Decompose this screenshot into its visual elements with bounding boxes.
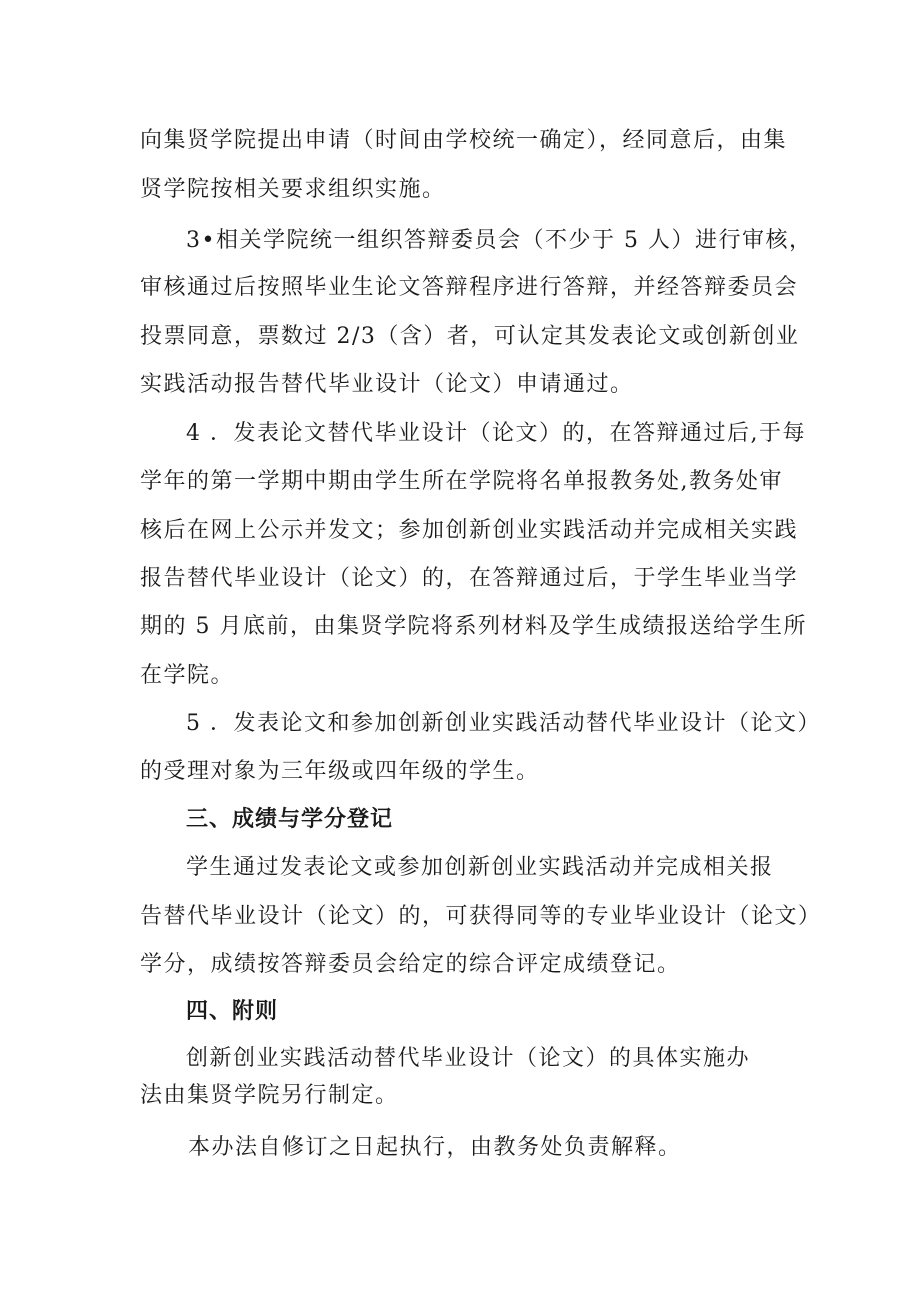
- paragraph-3-line-2: 审核通过后按照毕业生论文答辩程序进行答辩，并经答辩委员会: [140, 275, 799, 300]
- paragraph-5-line-1: 5 ．发表论文和参加创新创业实践活动替代毕业设计（论文）: [186, 711, 821, 736]
- paragraph-4-line-4: 报告替代毕业设计（论文）的，在答辩通过后，于学生毕业当学: [140, 566, 799, 591]
- section-3-line-1: 学生通过发表论文或参加创新创业实践活动并完成相关报: [186, 855, 774, 880]
- paragraph-4-line-6: 在学院。: [140, 663, 235, 688]
- paragraph-5-line-2: 的受理对象为三年级或四年级的学生。: [140, 759, 540, 784]
- closing-statement: 本办法自修订之日起执行，由教务处负责解释。: [188, 1135, 682, 1160]
- section-3-line-2: 告替代毕业设计（论文）的，可获得同等的专业毕业设计（论文）: [140, 904, 822, 929]
- section-3-heading: 三、成绩与学分登记: [186, 807, 394, 832]
- section-4-line-1: 创新创业实践活动替代毕业设计（论文）的具体实施办: [186, 1046, 751, 1071]
- section-4-heading: 四、附则: [186, 999, 279, 1024]
- paragraph-3-line-1: 3•相关学院统一组织答辩委员会（不少于 5 人）进行审核，: [186, 228, 813, 253]
- section-4-line-2: 法由集贤学院另行制定。: [140, 1083, 399, 1108]
- paragraph-4-line-2: 学年的第一学期中期由学生所在学院将名单报教务处,教务处审: [140, 469, 783, 494]
- paragraph-4-line-5: 期的 5 月底前，由集贤学院将系列材料及学生成绩报送给学生所: [140, 614, 807, 639]
- section-3-line-3: 学分，成绩按答辩委员会给定的综合评定成绩登记。: [140, 952, 681, 977]
- paragraph-3-line-4: 实践活动报告替代毕业设计（论文）申请通过。: [140, 372, 634, 397]
- paragraph-1-line-1: 向集贤学院提出申请（时间由学校统一确定），经同意后，由集: [140, 128, 788, 153]
- paragraph-3-line-3: 投票同意，票数过 2/3（含）者，可认定其发表论文或创新创业: [140, 324, 800, 349]
- paragraph-4-line-1: 4 ．发表论文替代毕业设计（论文）的，在答辩通过后,于每: [186, 421, 806, 446]
- paragraph-4-line-3: 核后在网上公示并发文；参加创新创业实践活动并完成相关实践: [140, 518, 799, 543]
- paragraph-1-line-2: 贤学院按相关要求组织实施。: [140, 177, 446, 202]
